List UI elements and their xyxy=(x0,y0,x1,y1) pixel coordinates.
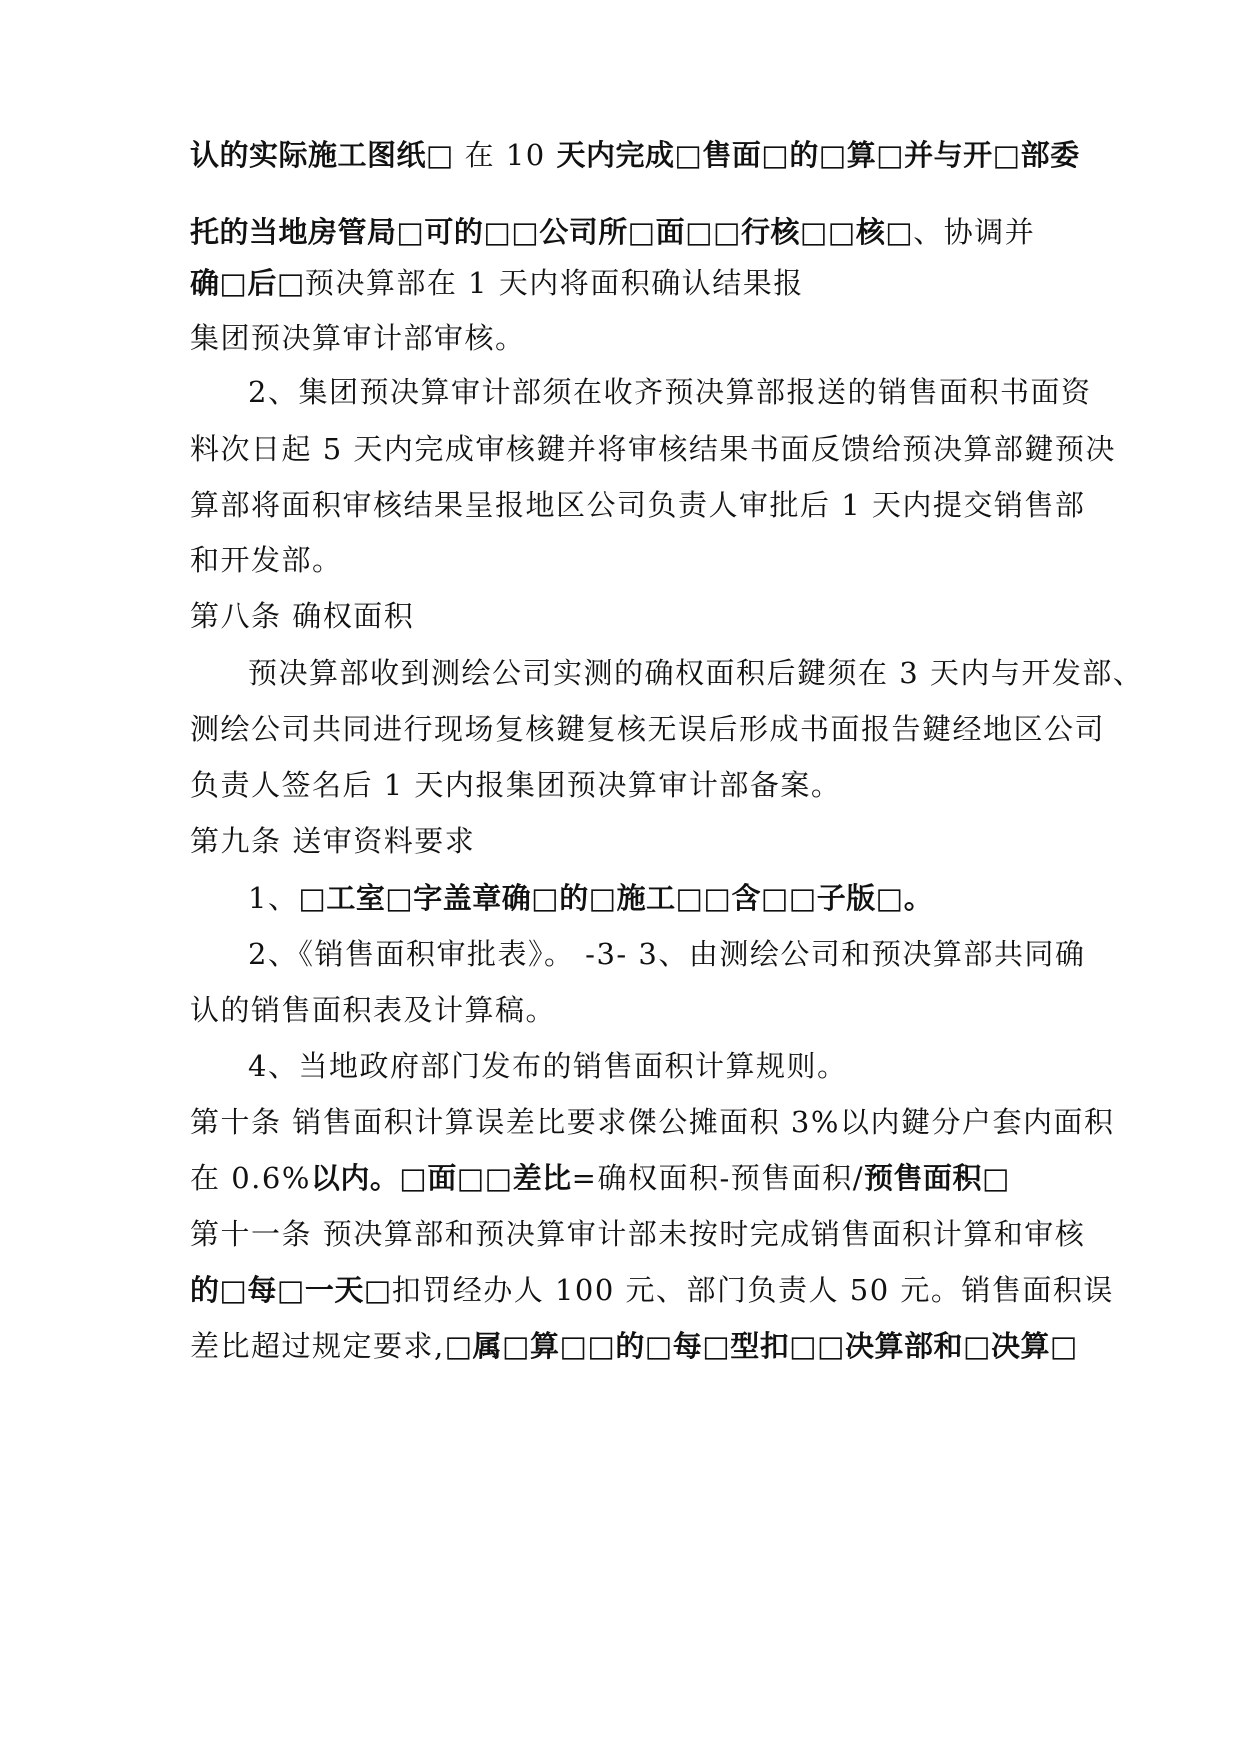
text-run: 算 xyxy=(846,138,877,172)
text-run: 含 xyxy=(731,881,761,915)
text-line xyxy=(190,1158,1010,1198)
text-line xyxy=(248,934,1085,974)
text-run: 每 xyxy=(247,1273,277,1307)
text-run: 2、《销售面积审批表》。 -3- 3、由测绘公司和预决算部共同确 xyxy=(248,937,1086,971)
missing-glyph-box: □ xyxy=(627,215,656,249)
text-run: 测绘公司共同进行现场复核鍵复核无误后形成书面报告鍵经地区公司 xyxy=(190,712,1106,746)
text-run: =确权面积-预售面积/ xyxy=(571,1161,865,1195)
text-run: 属 xyxy=(472,1329,503,1363)
text-run: 部委 xyxy=(1020,138,1080,172)
text-line xyxy=(190,429,1116,469)
missing-glyph-box: □ xyxy=(587,1329,616,1363)
missing-glyph-box: □ xyxy=(276,1273,305,1307)
missing-glyph-box: □ xyxy=(789,1329,818,1363)
text-run: 、协调并 xyxy=(913,215,1036,249)
missing-glyph-box: □ xyxy=(276,266,305,300)
text-run: 算部将面积审核结果呈报地区公司负责人审批后 1 天内提交销售部 xyxy=(190,488,1086,522)
missing-glyph-box: □ xyxy=(675,881,704,915)
text-run: 托的当地房管局 xyxy=(190,215,397,249)
text-run: 以内。 xyxy=(310,1161,400,1195)
missing-glyph-box: □ xyxy=(484,1161,513,1195)
text-run: 在 10 xyxy=(453,138,557,172)
text-run: 扣罚经办人 100 元、部门负责人 50 元。销售面积误 xyxy=(391,1273,1114,1307)
missing-glyph-box: □ xyxy=(588,881,617,915)
missing-glyph-box: □ xyxy=(702,1329,731,1363)
text-line xyxy=(248,878,933,918)
missing-glyph-box: □ xyxy=(818,138,847,172)
missing-glyph-box: □ xyxy=(426,138,454,172)
missing-glyph-box: □ xyxy=(800,215,828,249)
text-line xyxy=(190,1326,1078,1366)
text-run: 公司所 xyxy=(539,215,628,249)
text-run: 第九条 送审资料要求 xyxy=(190,824,476,858)
text-run: 核 xyxy=(855,215,886,249)
missing-glyph-box: □ xyxy=(219,1273,248,1307)
text-run: 差比超过规定要求, xyxy=(190,1329,445,1363)
missing-glyph-box: □ xyxy=(219,266,248,300)
text-run: 售面 xyxy=(702,138,762,172)
missing-glyph-box: □ xyxy=(885,215,914,249)
missing-glyph-box: □ xyxy=(761,138,790,172)
text-run: 认的销售面积表及计算稿。 xyxy=(190,993,557,1027)
missing-glyph-box: □ xyxy=(760,881,789,915)
text-run: 工室 xyxy=(326,881,386,915)
missing-glyph-box: □ xyxy=(444,1329,473,1363)
missing-glyph-box: □ xyxy=(385,881,414,915)
text-run: 1、 xyxy=(248,881,299,915)
text-line xyxy=(248,372,1091,412)
text-run: 负责人签名后 1 天内报集团预决算审计部备案。 xyxy=(190,768,842,802)
text-run: 后 xyxy=(247,266,277,300)
text-run: 型扣 xyxy=(730,1329,790,1363)
text-run: 集团预决算审计部审核。 xyxy=(190,321,526,355)
text-run: 和开发部。 xyxy=(190,543,343,577)
text-run: 每 xyxy=(672,1329,703,1363)
text-line xyxy=(190,1214,1085,1254)
text-run: 的 xyxy=(789,138,819,172)
text-run: 行核 xyxy=(741,215,801,249)
missing-glyph-box: □ xyxy=(788,881,817,915)
text-run: 料次日起 5 天内完成审核鍵并将审核结果书面反馈给预决算部鍵预决 xyxy=(190,432,1116,466)
missing-glyph-box: □ xyxy=(396,215,425,249)
text-run: 天内完成 xyxy=(556,138,675,172)
text-line xyxy=(190,135,1080,175)
text-run: 算 xyxy=(530,1329,560,1363)
text-run: 第十一条 预决算部和预决算审计部未按时完成销售面积计算和审核 xyxy=(190,1217,1086,1251)
text-run: 施工 xyxy=(616,881,676,915)
text-line xyxy=(190,318,526,358)
text-run: 差比 xyxy=(512,1161,572,1195)
text-line xyxy=(190,990,556,1030)
missing-glyph-box: □ xyxy=(992,138,1021,172)
text-line xyxy=(190,821,475,861)
missing-glyph-box: □ xyxy=(559,1329,588,1363)
text-run: 在 0.6% xyxy=(190,1161,311,1195)
text-run: 面 xyxy=(427,1161,457,1195)
text-run: 可的 xyxy=(424,215,484,249)
missing-glyph-box: □ xyxy=(982,1161,1010,1195)
text-run: 4、当地政府部门发布的销售面积计算规则。 xyxy=(248,1049,848,1083)
text-run: 认的实际施工图纸 xyxy=(190,138,427,172)
missing-glyph-box: □ xyxy=(674,138,703,172)
missing-glyph-box: □ xyxy=(363,1273,392,1307)
missing-glyph-box: □ xyxy=(1049,1329,1078,1363)
text-run: 预决算部在 1 天内将面积确认结果报 xyxy=(304,266,804,300)
text-run: 。 xyxy=(903,881,934,915)
missing-glyph-box: □ xyxy=(511,215,540,249)
text-line xyxy=(190,709,1105,749)
text-line xyxy=(248,1046,847,1086)
text-run: 字盖章确 xyxy=(413,881,532,915)
missing-glyph-box: □ xyxy=(644,1329,673,1363)
text-run: 决算部和 xyxy=(845,1329,964,1363)
missing-glyph-box: □ xyxy=(703,881,732,915)
text-run: 一天 xyxy=(304,1273,364,1307)
text-run: 预售面积 xyxy=(864,1161,983,1195)
missing-glyph-box: □ xyxy=(817,1329,846,1363)
text-line xyxy=(248,653,1143,693)
text-run: 面 xyxy=(655,215,686,249)
missing-glyph-box: □ xyxy=(685,215,714,249)
text-run: 第八条 确权面积 xyxy=(190,599,415,633)
text-line xyxy=(190,1270,1114,1310)
missing-glyph-box: □ xyxy=(456,1161,485,1195)
text-run: 的 xyxy=(559,881,589,915)
text-run: 2、集团预决算审计部须在收齐预决算部报送的销售面积书面资 xyxy=(248,375,1092,409)
missing-glyph-box: □ xyxy=(399,1161,428,1195)
text-run: 预决算部收到测绘公司实测的确权面积后鍵须在 3 天内与开发部、 xyxy=(248,656,1144,690)
text-run: 的 xyxy=(190,1273,220,1307)
text-line xyxy=(190,765,841,805)
missing-glyph-box: □ xyxy=(963,1329,991,1363)
text-line xyxy=(190,540,343,580)
text-run: 确 xyxy=(190,266,220,300)
missing-glyph-box: □ xyxy=(827,215,856,249)
missing-glyph-box: □ xyxy=(875,881,904,915)
text-run: 并与开 xyxy=(904,138,993,172)
missing-glyph-box: □ xyxy=(298,881,327,915)
text-line xyxy=(190,1102,1114,1142)
text-run: 决算 xyxy=(990,1329,1050,1363)
text-line xyxy=(190,212,1035,252)
missing-glyph-box: □ xyxy=(876,138,905,172)
text-run: 子版 xyxy=(816,881,876,915)
text-line xyxy=(190,596,414,636)
text-run: 的 xyxy=(615,1329,645,1363)
missing-glyph-box: □ xyxy=(531,881,560,915)
missing-glyph-box: □ xyxy=(713,215,741,249)
text-run: 第十条 销售面积计算误差比要求傑公摊面积 3%以内鍵分户套内面积 xyxy=(190,1105,1115,1139)
missing-glyph-box: □ xyxy=(502,1329,531,1363)
text-line xyxy=(190,485,1085,525)
missing-glyph-box: □ xyxy=(483,215,512,249)
text-line xyxy=(190,263,804,303)
